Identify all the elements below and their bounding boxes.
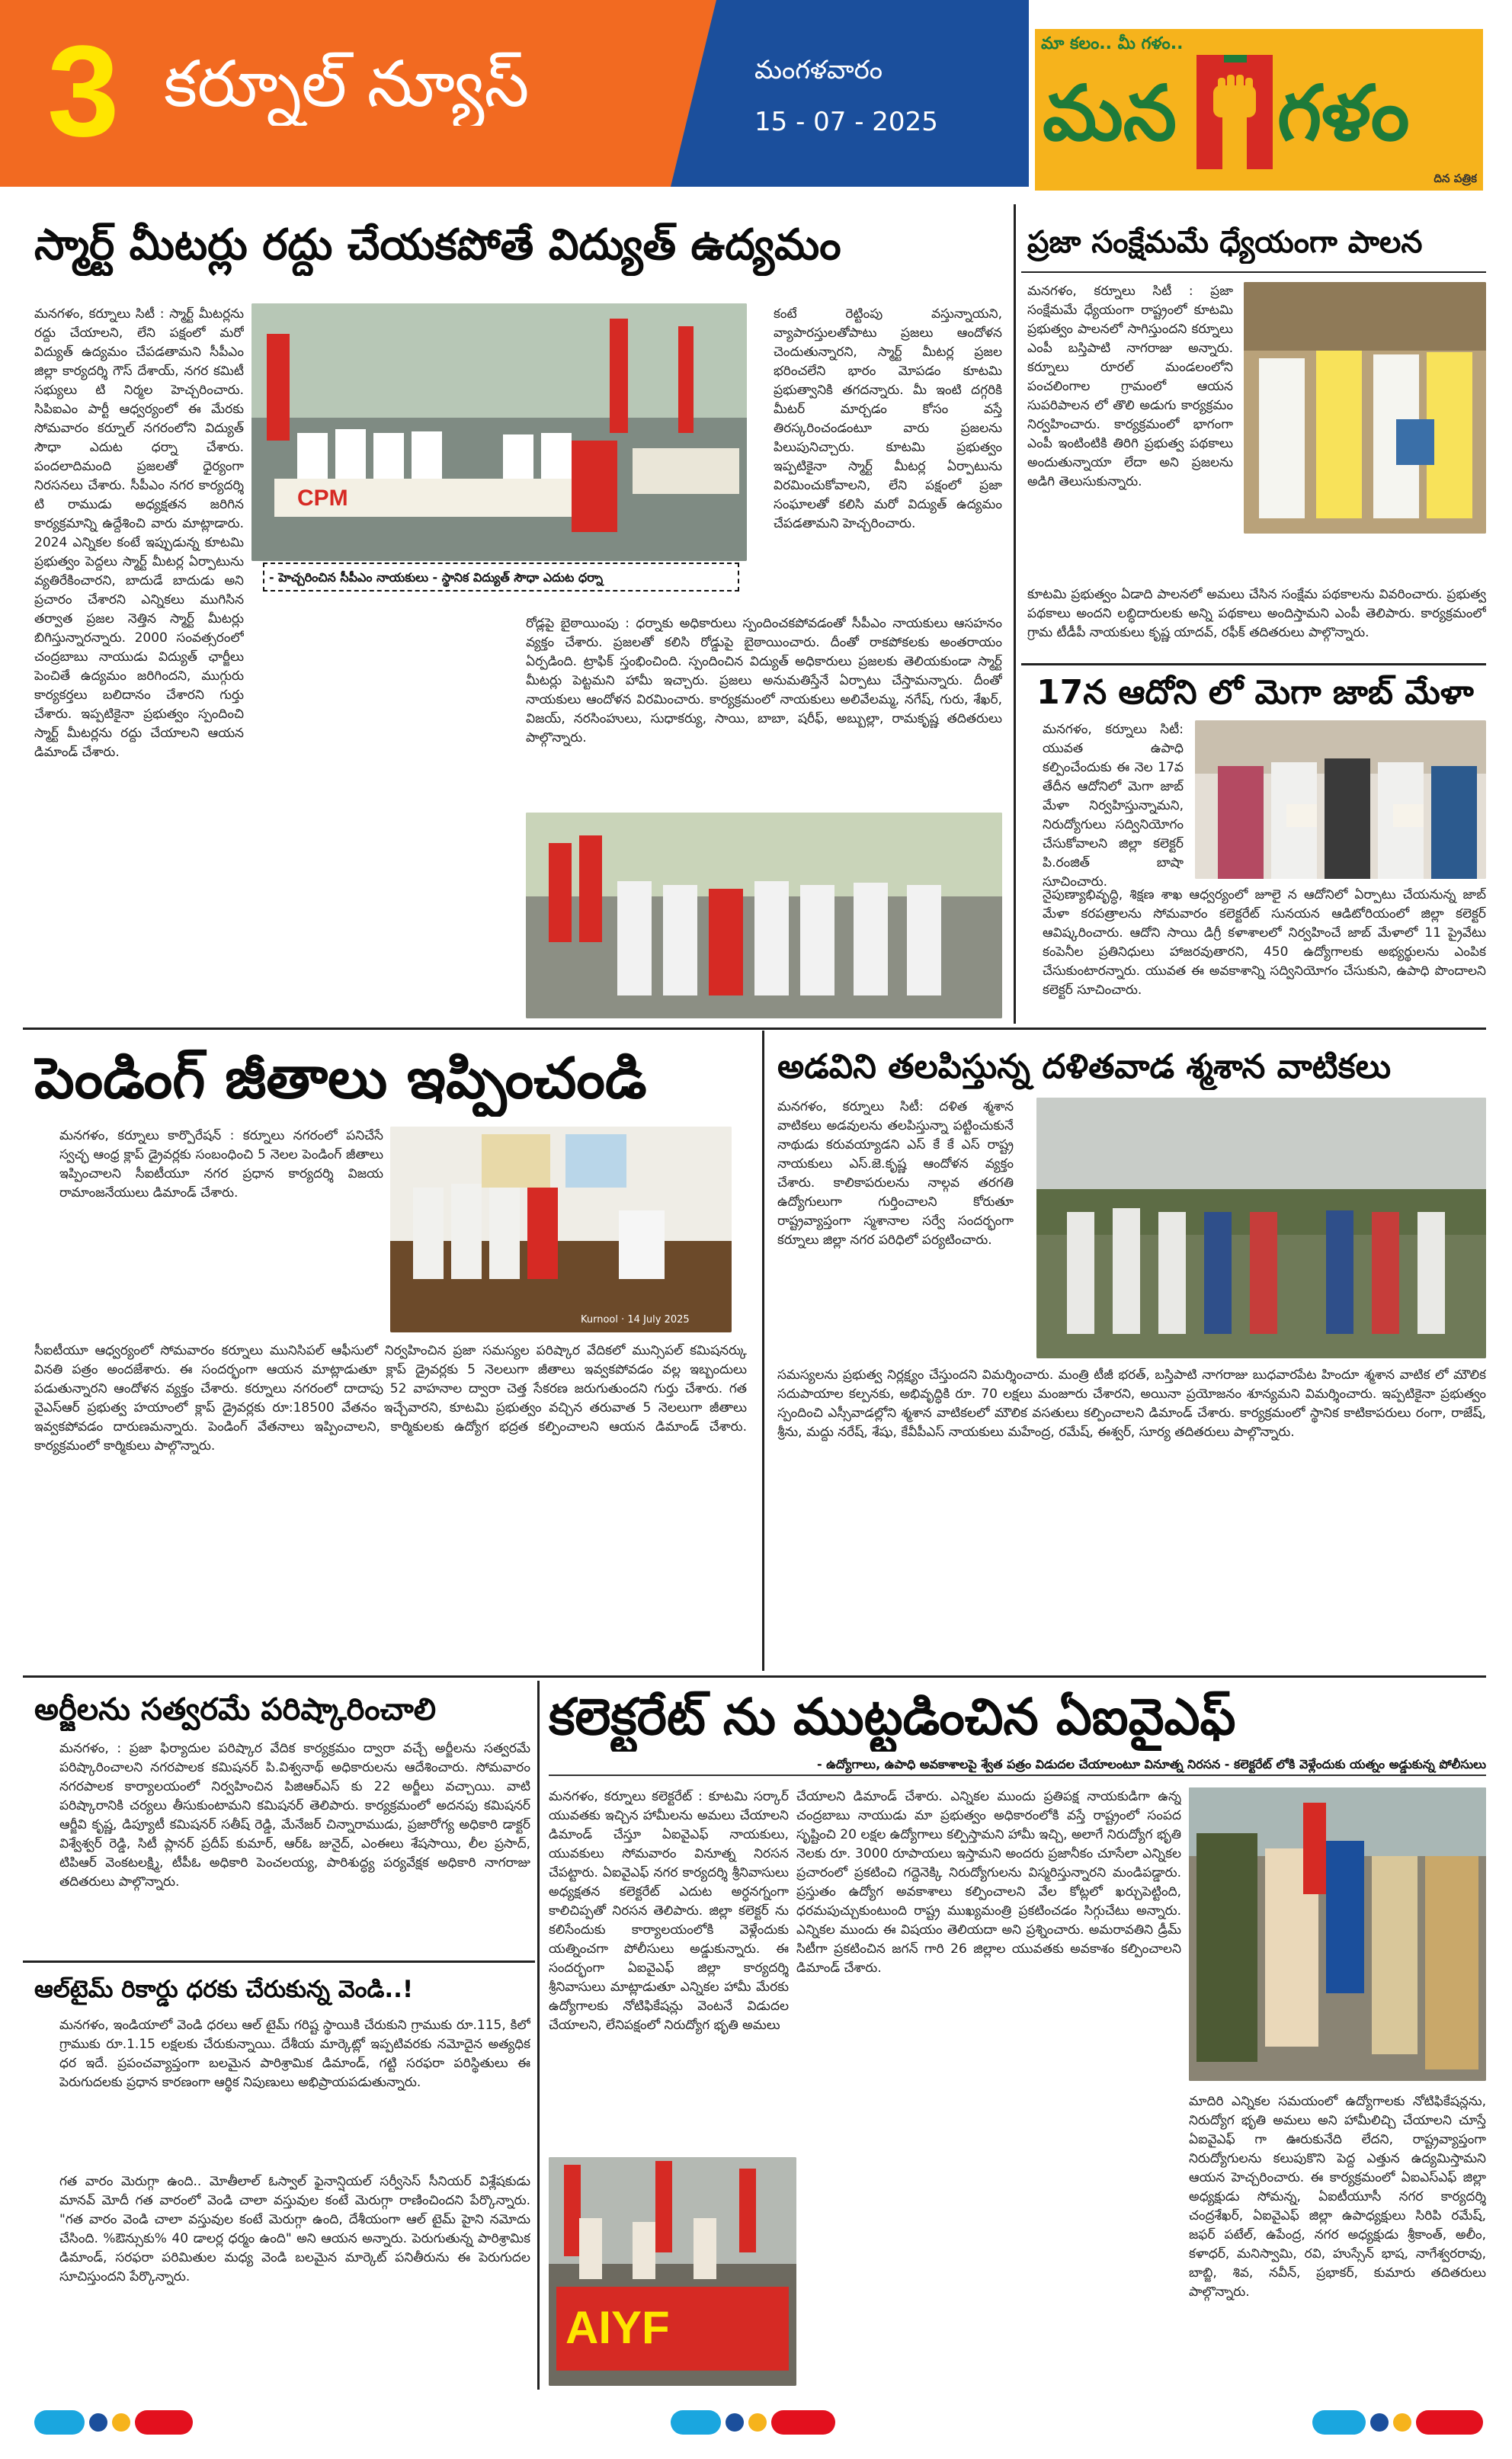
footer-bar-right — [1312, 2410, 1485, 2435]
caption-text: - హెచ్చరించిన సీపీఎం నాయకులు - స్థానిక విద్యుత్ సౌధా ఎదుట ధర్నా — [269, 570, 604, 585]
divider — [1021, 271, 1486, 273]
caption-box — [263, 563, 739, 592]
headline-silver: ఆల్‌టైమ్ రికార్డు ధరకు చేరుకున్న వెండి..! — [34, 1976, 414, 2003]
job-mela-full: నైపుణ్యాభివృద్ధి, శిక్షణ శాఖ ఆధ్వర్యంలో జూలై న ఆదోనిలో ఏర్పాటు చేయనున్న జాబ్ మేళా కరపత్రాలను సోమవారం కలెక్టరేట్ సునయన ఆడిటోరియంలో జిల్లా కలెక్టర్ ఆవిష్కరించారు. ఆదోని సాయి డిగ్రీ కళాశాలలో నిర్వహించే జాబ్ మేళాలో 11 ప్రైవేటు కంపెనీల ప్రతినిధులు హాజరవుతారని, 450 ఉద్యోగాలకు అభ్యర్థులను ఎంపిక చేసుకుంటారన్నారు. యువత ఈ అవకాశాన్ని సద్వినియోగం చేసుకుని, ఉపాధి పొందాలని కలెక్టర్ సూచించారు. — [1043, 887, 1486, 998]
job-mela-photo — [1195, 720, 1486, 879]
headline-job-mela: 17న ఆదోని లో మెగా జాబ్ మేళా — [1036, 673, 1474, 712]
aiyf-banner-photo — [549, 2157, 796, 2386]
headline-smart-meters: స్మార్ట్ మీటర్లు రద్దు చేయకపోతే విద్యుత్ ఉద్యమం — [34, 220, 841, 270]
aiyf-banner-text: AIYF — [565, 2302, 670, 2353]
weekday: మంగళవారం — [754, 55, 883, 85]
cpm-protest-photo — [251, 303, 747, 561]
aiyf-col1: మనగళం, కర్నూలు కలెక్టరేట్ : కూటమి సర్కార్ యువతకు ఇచ్చిన హామీలను అమలు చేయాలని డిమాండ్ చేస్తూ ఏఐవైఎఫ్ నాయకులు, యువకులు సోమవారం వినూత్న నిరసన చేపట్టారు. ఏఐవైఎఫ్ నగర కార్యదర్శి శ్రీనివాసులు అధ్యక్షతన కలెక్టరేట్ ఎదుట అర్ధనగ్నంగా కాలిచిప్పతో నిరసన తెలిపారు. జిల్లా కలెక్టర్ ను కలిసేందుకు కార్యాలయంలోకి వెళ్లేందుకు యత్నించగా పోలీసులు అడ్డుకున్నారు. ఈ సందర్భంగా ఏఐవైఎఫ్ జిల్లా కార్యదర్శి శ్రీనివాసులు మాట్లాడుతూ ఎన్నికల హామీ మేరకు ఉద్యోగాలకు నోటిఫికేషన్లు వెంటనే విడుదల చేయాలని, లేనిపక్షంలో నిరుద్యోగ భృతి అమలు — [549, 1789, 789, 2033]
dalitwada-col1: మనగళం, కర్నూలు సిటీ: దళిత శ్మశాన వాటికలు అడవులను తలపిస్తున్నా పట్టించుకునే నాథుడు కరువయ్యాడని ఎస్ కే కే ఎస్ రాష్ట్ర నాయకులు ఎస్.జె.కృష్ణ ఆందోళన వ్యక్తం చేశారు. కాలికాపరులను నాల్గవ తరగతి ఉద్యోగులుగా గుర్తించాలని కోరుతూ రాష్ట్రవ్యాప్తంగా స్మశానాల సర్వే సందర్భంగా కర్నూలు జిల్లా నగర పరిధిలో పర్యటించారు. — [777, 1099, 1014, 1248]
pending-salaries-photo — [390, 1127, 732, 1332]
logo-box — [1035, 29, 1483, 191]
cpm-memorandum-illustration — [526, 813, 1002, 1018]
divider — [1014, 204, 1016, 1024]
job-mela-illustration — [1195, 720, 1486, 879]
police-scuffle-illustration — [1189, 1787, 1486, 2081]
cpm-protest-illustration — [251, 303, 747, 561]
welfare-col1: మనగళం, కర్నూలు సిటీ : ప్రజా సంక్షేమమే ధ్యేయంగా రాష్ట్రంలో కూటమి ప్రభుత్వం పాలనలో సాగిస్తుందని కర్నూలు ఎంపీ బస్తిపాటి నాగరాజు అన్నారు. కర్నూలు రూరల్ మండలంలోని పంచలింగాల గ్రామంలో ఆయన సుపరిపాలన లో తొలి అడుగు కార్యక్రమం నిర్వహించారు. కార్యక్రమంలో భాగంగా ఎంపీ ఇంటింటికి తిరిగి ప్రభుత్వ పథకాలు అందుతున్నాయా లేదా అని ప్రజలను అడిగి తెలుసుకున్నారు. — [1027, 284, 1233, 489]
masthead — [0, 0, 1512, 191]
divider — [1021, 663, 1486, 665]
logo-subtitle: దిన పత్రిక — [1434, 172, 1477, 185]
welfare-full: కూటమి ప్రభుత్వం ఏడాది పాలనలో అమలు చేసిన సంక్షేమ పథకాలను వివరించారు. ప్రభుత్వ పథకాలు అందని లబ్ధిదారులకు అన్ని పథకాలు అందిస్తామని ఎంపీ తెలిపారు. కార్యక్రమంలో గ్రామ టీడీపీ నాయకులు కృష్ణ యాదవ్, రఫీక్ తదితరులు పాల్గొన్నారు. — [1027, 587, 1486, 640]
section-title: కర్నూల్ న్యూస్ — [164, 46, 530, 121]
aiyf-col3: మాదిరి ఎన్నికల సమయంలో ఉద్యోగాలకు నోటిఫికేషన్లను, నిరుద్యోగ భృతి అమలు అని హామీలిచ్చి చేయాలని చూస్తే ఏఐవైఎఫ్ గా ఊరుకునేది లేదని, రాష్ట్రవ్యాప్తంగా నిరుద్యోగులను కలుపుకొని పెద్ద ఎత్తున ఉద్యమిస్తామని ఆయన హెచ్చరించారు. ఈ కార్యక్రమంలో ఏఐఎస్ఎఫ్ జిల్లా అధ్యక్షుడు సోమన్న, ఏఐటీయూసీ నగర కార్యదర్శి చంద్రశేఖర్, ఏఐవైఎఫ్ జిల్లా ఉపాధ్యక్షులు సిరిపి రమేష్, జఫర్ పటేల్, ఉపేంద్ర, నగర అధ్యక్షుడు శ్రీకాంత్, అలీం, కళాధర్, మనిస్వామి, రవి, హుస్సేన్ భాష, నాగేశ్వరరావు, బాబ్జి, శివ, నవీన్, ప్రభాకర్, కుమారు తదితరులు పాల్గొన్నారు. — [1189, 2094, 1486, 2300]
headline-dalitwada: అడవిని తలపిస్తున్న దళితవాడ శ్మశాన వాటికలు — [777, 1047, 1392, 1086]
aiyf-col2: చేయాలని డిమాండ్ చేశారు. ఎన్నికల ముందు ప్రతిపక్ష నాయకుడిగా ఉన్న చంద్రబాబు నాయుడు మా ప్రభుత్వం అధికారంలోకి వస్తే రాష్ట్రంలో సంపద సృష్టించి 20 లక్షల ఉద్యోగాలు కల్పిస్తామని హామీ ఇచ్చి, అలాగే నిరుద్యోగ భృతి నెలకు రూ. 3000 రూపాయలు ఇస్తామని అందరు ప్రజానీకం చూసేలా ఎన్నికల ప్రచారంలో ప్రకటించి గద్దెనెక్కి నిరుద్యోగులను విస్మరిస్తున్నారని మండిపడ్డారు. ప్రస్తుతం ఉద్యోగ అవకాశాలు కల్పించాలని వేల కోట్లలో ఖర్చుపెట్టింది, ధరమపుచ్చుకుంటుంది రాష్ట్ర ముఖ్యమంత్రి ప్రకటించడం సిగ్గుచేటు అన్నారు. ఎన్నికల ముందు ఈ విషయం తెలియదా అని ప్రశ్నించారు. అమరావతిని డ్రీమ్ సిటీగా ప్రకటించిన జగన్ గారి 26 జిల్లాల యువతకు అవకాశం కల్పించాలని డిమాండ్ చేశారు. — [796, 1789, 1181, 1976]
logo-word-left: మన — [1043, 69, 1177, 158]
headline-aiyf: కలెక్టరేట్ ను ముట్టడించిన ఏఐవైఎఫ్ — [549, 1688, 1236, 1746]
headline-pending-salaries: పెండింగ్ జీతాలు ఇప్పించండి — [34, 1046, 647, 1111]
cremation-ground-illustration — [1036, 1098, 1486, 1358]
silver-body2: గత వారం మెరుగ్గా ఉంది.. మోతీలాల్ ఓస్వాల్ ఫైనాన్షియల్ సర్వీసెస్ సీనియర్ విశ్లేషకుడు మానవ్ మోదీ గత వారంలో వెండి చాలా వస్తువుల కంటే మెరుగ్గా రాణించిందని పేర్కొన్నారు. "గత వారం వెండి చాలా వస్తువుల కంటే మెరుగ్గా ఉంది, దేశీయంగా ఆల్ టైమ్ హైని నమోదు చేసింది. %ఔన్సుకు% 40 డాలర్ల ధర్మం ఉంది" అని ఆయన అన్నారు. పెరుగుతున్న పారిశ్రామిక డిమాండ్, సరఫరా పరిమితుల మధ్య వెండి బలమైన మార్కెట్ పనితీరును ఈ పెరుగుదల సూచిస్తుందని పేర్కొన్నారు. — [59, 2174, 530, 2284]
divider — [762, 1031, 764, 1671]
divider — [23, 1675, 1486, 1678]
headline-petitions: అర్జీలను సత్వరమే పరిష్కారించాలి — [34, 1692, 437, 1727]
svg-text:CPM: CPM — [297, 486, 348, 511]
divider — [537, 1681, 540, 2390]
office-illustration — [390, 1127, 732, 1332]
divider — [23, 1960, 535, 1963]
welfare-photo — [1244, 282, 1486, 534]
date: 15 - 07 - 2025 — [754, 107, 938, 137]
headline-welfare: ప్రజా సంక్షేమమే ధ్యేయంగా పాలన — [1027, 225, 1423, 260]
footer-bar-left — [34, 2410, 194, 2435]
smart-meters-col1: మనగళం, కర్నూలు సిటీ : స్మార్ట్ మీటర్లను రద్దు చేయాలని, లేని పక్షంలో మరో విద్యుత్ ఉద్యమం చేపడతామని సీపీఎం జిల్లా కార్యదర్శి గౌస్ దేశాయ్, నగర కమిటీ సభ్యులు టి నిర్మల హెచ్చరించారు. సిపిఐఎం పార్టీ ఆధ్వర్యంలో ఈ మేరకు సోమవారం కర్నూల్ నగరంలోని విద్యుత్ సౌధా ఎదుట ధర్నా చేశారు. పందలాదిమంది ప్రజలతో ధైర్యంగా నిరసనలు చేశారు. సీపీఎం నగర కార్యదర్శి టి రాముడు అధ్యక్షతన జరిగిన కార్యక్రమాన్ని ఉద్దేశించి వారు మాట్లాడారు. 2024 ఎన్నికల కంటే ఇప్పుడున్న కూటమి ప్రభుత్వం పెద్దలు స్మార్ట్ మీటర్ల ఏర్పాటును వ్యతిరేకించారని, బాదుడే బాదుడు అని ప్రచారం చేశారని ఎన్నికలు ముగిసిన తర్వాత ప్రజల నెత్తిన స్మార్ట్ మీటర్లు బిగిస్తున్నారన్నారు. 2000 సంవత్సరంలో చంద్రబాబు నాయుడు విద్యుత్ ఛార్జీలు పెంచితే ఉద్యమం జరిగిందని, ముగ్గురు కార్యకర్తలు బలిదానం చేశారని గుర్తు చేశారు. ఇప్పటికైనా ప్రభుత్వం స్పందించి స్మార్ట్ మీటర్లను రద్దు చేయాలని ఆయన డిమాండ్ చేశారు. — [34, 306, 244, 760]
welfare-illustration — [1244, 282, 1486, 534]
job-mela-col1: మనగళం, కర్నూలు సిటీ: యువత ఉపాధి కల్పించేందుకు ఈ నెల 17వ తేదీన ఆదోనిలో మెగా జాబ్ మేళా నిర్వహిస్తున్నామని, నిరుద్యోగులు సద్వినియోగం చేసుకోవాలని జిల్లా కలెక్టర్ పి.రంజిత్ బాషా సూచించారు. — [1043, 722, 1184, 890]
raised-fist-icon — [1196, 55, 1273, 169]
divider — [23, 1028, 1486, 1030]
aiyf-deck: - ఉద్యోగాలు, ఉపాధి అవకాశాలపై శ్వేత పత్రం విడుదల చేయాలంటూ వినూత్న నిరసన - కలెక్టరేట్ లోకి వెళ్లేందుకు యత్నం అడ్డుకున్న పోలీసులు — [549, 1753, 1486, 1776]
silver-body: మనగళం, ఇండియాలో వెండి ధరలు ఆల్ టైమ్ గరిష్ట స్థాయికి చేరుకుని గ్రాముకు రూ.115, కిలో గ్రాముకు రూ.1.15 లక్షలకు చేరుకున్నాయి. దేశీయ మార్కెట్లో ఇప్పటివరకు నమోదైన అత్యధిక ధర ఇదే. ప్రపంచవ్యాప్తంగా బలమైన పారిశ్రామిక డిమాండ్, గట్టి సరఫరా పరిస్థితులు ఈ పెరుగుదలకు ప్రధాన కారణంగా ఆర్థిక నిపుణులు అభిప్రాయపడుతున్నారు. — [59, 2018, 530, 2090]
pending-col1: మనగళం, కర్నూలు కార్పొరేషన్ : కర్నూలు నగరంలో పనిచేసే స్వచ్ఛ ఆంధ్ర క్లాప్ డ్రైవర్లకు సంబంధించి 5 నెలల పెండింగ్ జీతాలు ఇప్పించాలని సీఐటీయూ నగర ప్రధాన కార్యదర్శి విజయ రామాంజనేయులు డిమాండ్ చేశారు. — [59, 1128, 383, 1201]
pending-full: సీఐటీయూ ఆధ్వర్యంలో సోమవారం కర్నూలు మునిసిపల్ ఆఫీసులో నిర్వహించిన ప్రజా సమస్యల పరిష్కార వేదికలో మున్సిపల్ కమిషనర్కు వినతి పత్రం అందజేశారు. ఈ సందర్భంగా ఆయన మాట్లాడుతూ క్లాప్ డ్రైవర్లకు 5 నెలలుగా జీతాలు ఇవ్వకపోవడం వల్ల ఇబ్బందులు పడుతున్నారని ఆందోళన వ్యక్తం చేశారు. కర్నూలు నగరంలో దాదాపు 52 వాహనాల ద్వారా చెత్త సేకరణ జరుగుతుందని గుర్తు చేశారు. గత వైఎస్ఆర్ ప్రభుత్వ హయాంలో క్లాప్ డ్రైవర్లకు రూ:18500 వేతనం ఇచ్చేవారని, కూటమి ప్రభుత్వం వచ్చిన తరువాత 5 నెలలుగా జీతాలు ఇవ్వకపోవడం దారుణమన్నారు. పెండింగ్ వేతనాలు ఇప్పించాలని, కార్మికులకు ఉద్యోగ భద్రత కల్పించాలని ఆయన డిమాండ్ చేశారు. కార్యక్రమంలో కార్మికులు పాల్గొన్నారు. — [34, 1343, 747, 1454]
smart-meters-col2: కంటే రెట్టింపు వస్తున్నాయని, వ్యాపారస్తులతోపాటు ప్రజలు ఆందోళన చెందుతున్నారని, స్మార్ట్ మీటర్ల ప్రజల భరించలేని భారం మోపడం కూటమి ప్రభుత్వానికి తగదన్నారు. మీ ఇంటి దగ్గరికి మీటర్ మార్చడం కోసం వస్తే తిరస్కరించండంటూ వారు ప్రజలను పిలుపునిచ్చారు. కూటమి ప్రభుత్వం ఇప్పటికైనా స్మార్ట్ మీటర్ల ఏర్పాటును విరమించుకోవాలని, లేని పక్షంలో ప్రజా సంఘాలతో కలిసి మరో విద్యుత్ ఉద్యమం చేపడతామని హెచ్చరించారు. — [774, 306, 1002, 531]
footer-bar-center — [671, 2410, 838, 2435]
logo-word-right: గళం — [1277, 69, 1410, 158]
photo-timestamp: Kurnool · 14 July 2025 — [581, 1314, 690, 1326]
dalitwada-photo — [1036, 1098, 1486, 1358]
masthead-date-band — [671, 0, 1029, 187]
petitions-body: మనగళం, : ప్రజా ఫిర్యాదుల పరిష్కార వేదిక కార్యక్రమం ద్వారా వచ్చే అర్జీలను సత్వరమే పరిష్కారించాలని నగరపాలక కమిషనర్ పి.విశ్వనాథ్ అధికారులను ఆదేశించారు. సోమవారం నగరపాలక కార్యాలయంలో నిర్వహించిన పిజిఆర్ఎస్ కు 22 అర్జీలు వచ్చాయి. వాటి పరిష్కారానికి చర్యలు తీసుకుంటామని కమిషనర్ తెలిపారు. కార్యక్రమంలో అదనపు కమిషనర్ ఆర్జీవి కృష్ణ, డిప్యూటీ కమిషనర్ సతీష్ రెడ్డి, మేనేజర్ చిన్నారాముడు, ప్రజారోగ్య అధికారి డాక్టర్ విశ్వేశ్వర్ రెడ్డి, సిటీ ప్లానర్ ప్రదీప్ కుమార్, ఆర్ఓ జునైద్, ఎంఈలు శేషసాయి, లీల ప్రసాద్, టిపిఆర్ వెంకటలక్ష్మి, టీపీఓ అధికారి పెంచలయ్య, పారిశుద్ధ్య పర్యవేక్షక అధికారి నాగరాజు తదితరులు పాల్గొన్నారు. — [59, 1741, 530, 1890]
smart-meters-col2b: రోడ్లపై బైఠాయింపు : ధర్నాకు అధికారులు స్పందించకపోవడంతో సీపీఎం నాయకులు ఆసహనం వ్యక్తం చేశారు. ప్రజలతో కలిసి రోడ్డుపై బైఠాయించారు. దీంతో రాకపోకలకు అంతరాయం ఏర్పడింది. ట్రాఫిక్ స్తంభించింది. స్పందించిన విద్యుత్ అధికారులు ప్రజలకు తెలియకుండా స్మార్ట్ మీటర్లు పెట్టమని హామీ ఇచ్చారు. ప్రజలు అనుమతిస్తేనే ఏర్పాటు చేస్తామన్నారు. దీంతో నాయకులు ఆందోళన విరమించారు. కార్యక్రమంలో నాయకులు అలివేలమ్మ, నగేష్, గురు, శేఖర్, విజయ్, నరసింహులు, సుధాకర్యు, సాయి, బాబా, షరీఫ్, అబ్బుల్లా, రామకృష్ణ తదితరులు పాల్గొన్నారు. — [526, 616, 1002, 745]
logo-tagline: మా కలం.. మీ గళం.. — [1041, 34, 1184, 53]
aiyf-police-photo — [1189, 1787, 1486, 2081]
cpm-memorandum-photo — [526, 813, 1002, 1018]
page-number: 3 — [47, 19, 120, 164]
dalitwada-full: సమస్యలను ప్రభుత్వ నిర్లక్ష్యం చేస్తుందని విమర్శించారు. మంత్రి టీజీ భరత్, బస్తిపాటి నాగరాజు బుధవారపేట హిందూ శ్మశాన వాటిక లో మౌలిక సదుపాయాల కల్పనకు, అభివృద్ధికి రూ. 70 లక్షలు మంజూరు చేశారని, అయినా ప్రయోజనం శూన్యమని విమర్శించారు. ఇప్పటికైనా ప్రభుత్వం స్పందించి ఎస్సీవాడల్లోని శ్మశాన వాటికలలో మౌలిక వసతులు కల్పించాలని డిమాండ్ చేశారు. కార్యక్రమంలో స్థానిక కాటికాపరులు రంగా, రాజేష్, శ్రీను, మద్దు నరేష్, శేషు, కేవీపీఎస్ నాయకులు మహేంద్ర, రమేష్, ఈశ్వర్, సూర్య తదితరులు పాల్గొన్నారు. — [777, 1367, 1486, 1440]
